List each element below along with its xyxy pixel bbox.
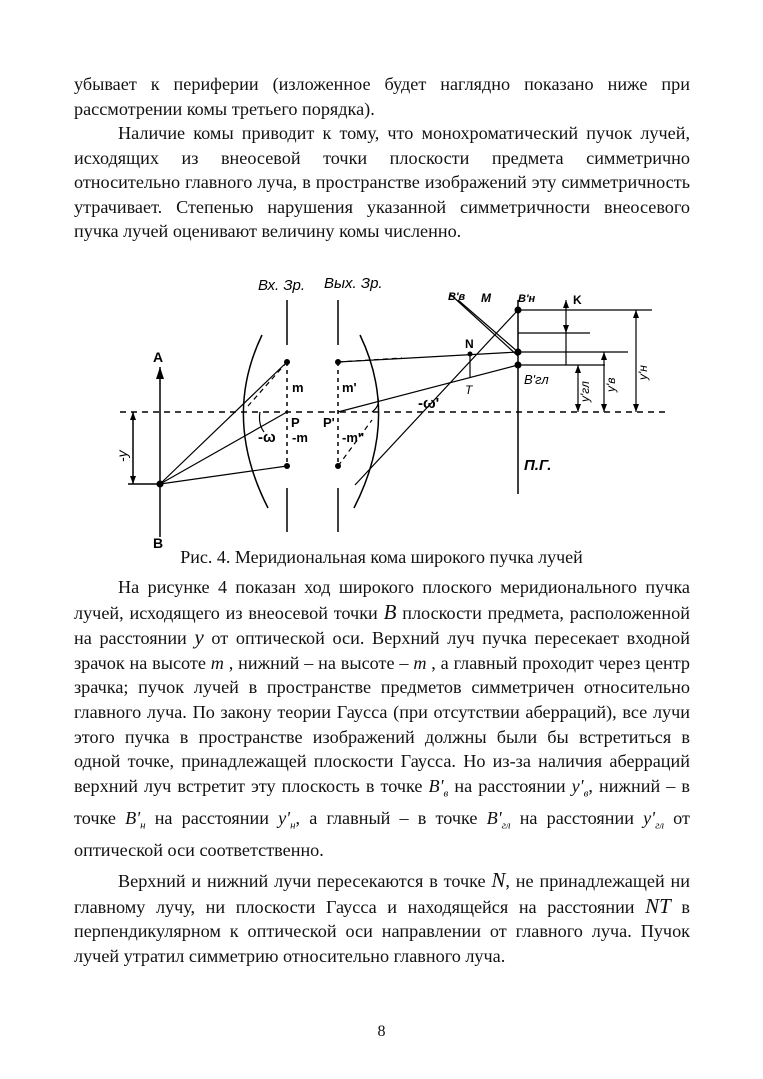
label-neg-omega: -ω [258,429,276,446]
label-K: K [573,293,582,307]
label-N: N [465,337,474,351]
label-y-v: y'в [604,377,618,392]
label-Bv: B'в [448,291,466,303]
label-neg-m-dprime: -m'' [342,430,365,445]
label-neg-omega-prime: -ω' [418,395,440,412]
figure-meridional-coma [0,260,763,550]
label-exit-pupil: Вых. Зр. [324,275,383,292]
lens-front-surface [243,335,268,508]
label-neg-m: -m [292,430,308,445]
lower-ray-object [160,466,287,484]
page-number: 8 [377,1023,386,1040]
upper-ray-image [338,352,518,362]
object-arrow [156,367,164,379]
label-Bgl: B'гл [524,372,549,387]
label-T: T [465,383,473,397]
label-y-gl: y'гл [578,381,592,402]
label-M: M [481,291,491,305]
paragraph-coma-definition: Наличие комы приводит к тому, что монохроматический пучок лучей, исходящих из внеосевой точки плоскости предмета симметрично относительно главного луча, в пространстве изображений эту симметричность утрачивает. Степенью нарушения указанной симметричности внеосевого пучка лучей оценивают величину комы численно. [74,123,690,242]
label-gauss-plane: П.Г. [524,457,552,474]
upper-ray-dashed [248,362,287,406]
label-y-n: y'н [636,365,650,380]
label-point-B: B [153,535,164,550]
label-point-A: A [153,349,164,365]
label-Bn: B'н [518,293,536,305]
label-P: P [291,415,300,430]
paragraph-coma-conclusion: Верхний и нижний лучи пересекаются в точке N, не принадлежащей ни главному лучу, ни плоскости Гаусса и находящейся на расстоянии NT в перпендикулярном к оптической оси направлении от главного луча. Пучок лучей утратил симметрию относительно главного луча. [74,868,691,966]
figure-caption: Рис. 4. Меридиональная кома широкого пучка лучей [180,547,583,567]
paragraph-figure-description: На рисунке 4 показан ход широкого плоского меридионального пучка лучей, исходящего из внеосевой точки B плоскости предмета, расположенной на расстоянии y от оптической оси. Верхний луч пучка пересекает входной зрачок на высоте m , нижний – на высоте – m , а главный проходит через центр зрачка; пучок лучей в пространстве предметов симметричен относительно главного луча. По закону теории Гаусса (при отсутствии аберраций), все лучи этого пучка в пространстве изображений должны были бы встретиться в одной точке, принадлежащей плоскости Гаусса. Но из-за наличия аберраций верхний луч встретит эту плоскость в точке $B'_в$ на расстоянии $y'_в$, нижний – в точке $B'_н$ на расстоянии $y'_н$, а главный – в точке $B'_{гл}$ на расстоянии $y'_{гл}$ от оптической оси соответственно. [74,577,691,861]
label-m: m [292,380,304,395]
label-neg-y: -y [114,450,130,462]
label-P-prime: P' [323,415,335,430]
label-m-prime: m' [342,380,357,395]
paragraph-intro: убывает к периферии (изложенное будет наглядно показано ниже при рассмотрении комы третьего порядка). [74,74,690,119]
label-entrance-pupil: Вх. Зр. [258,277,306,294]
